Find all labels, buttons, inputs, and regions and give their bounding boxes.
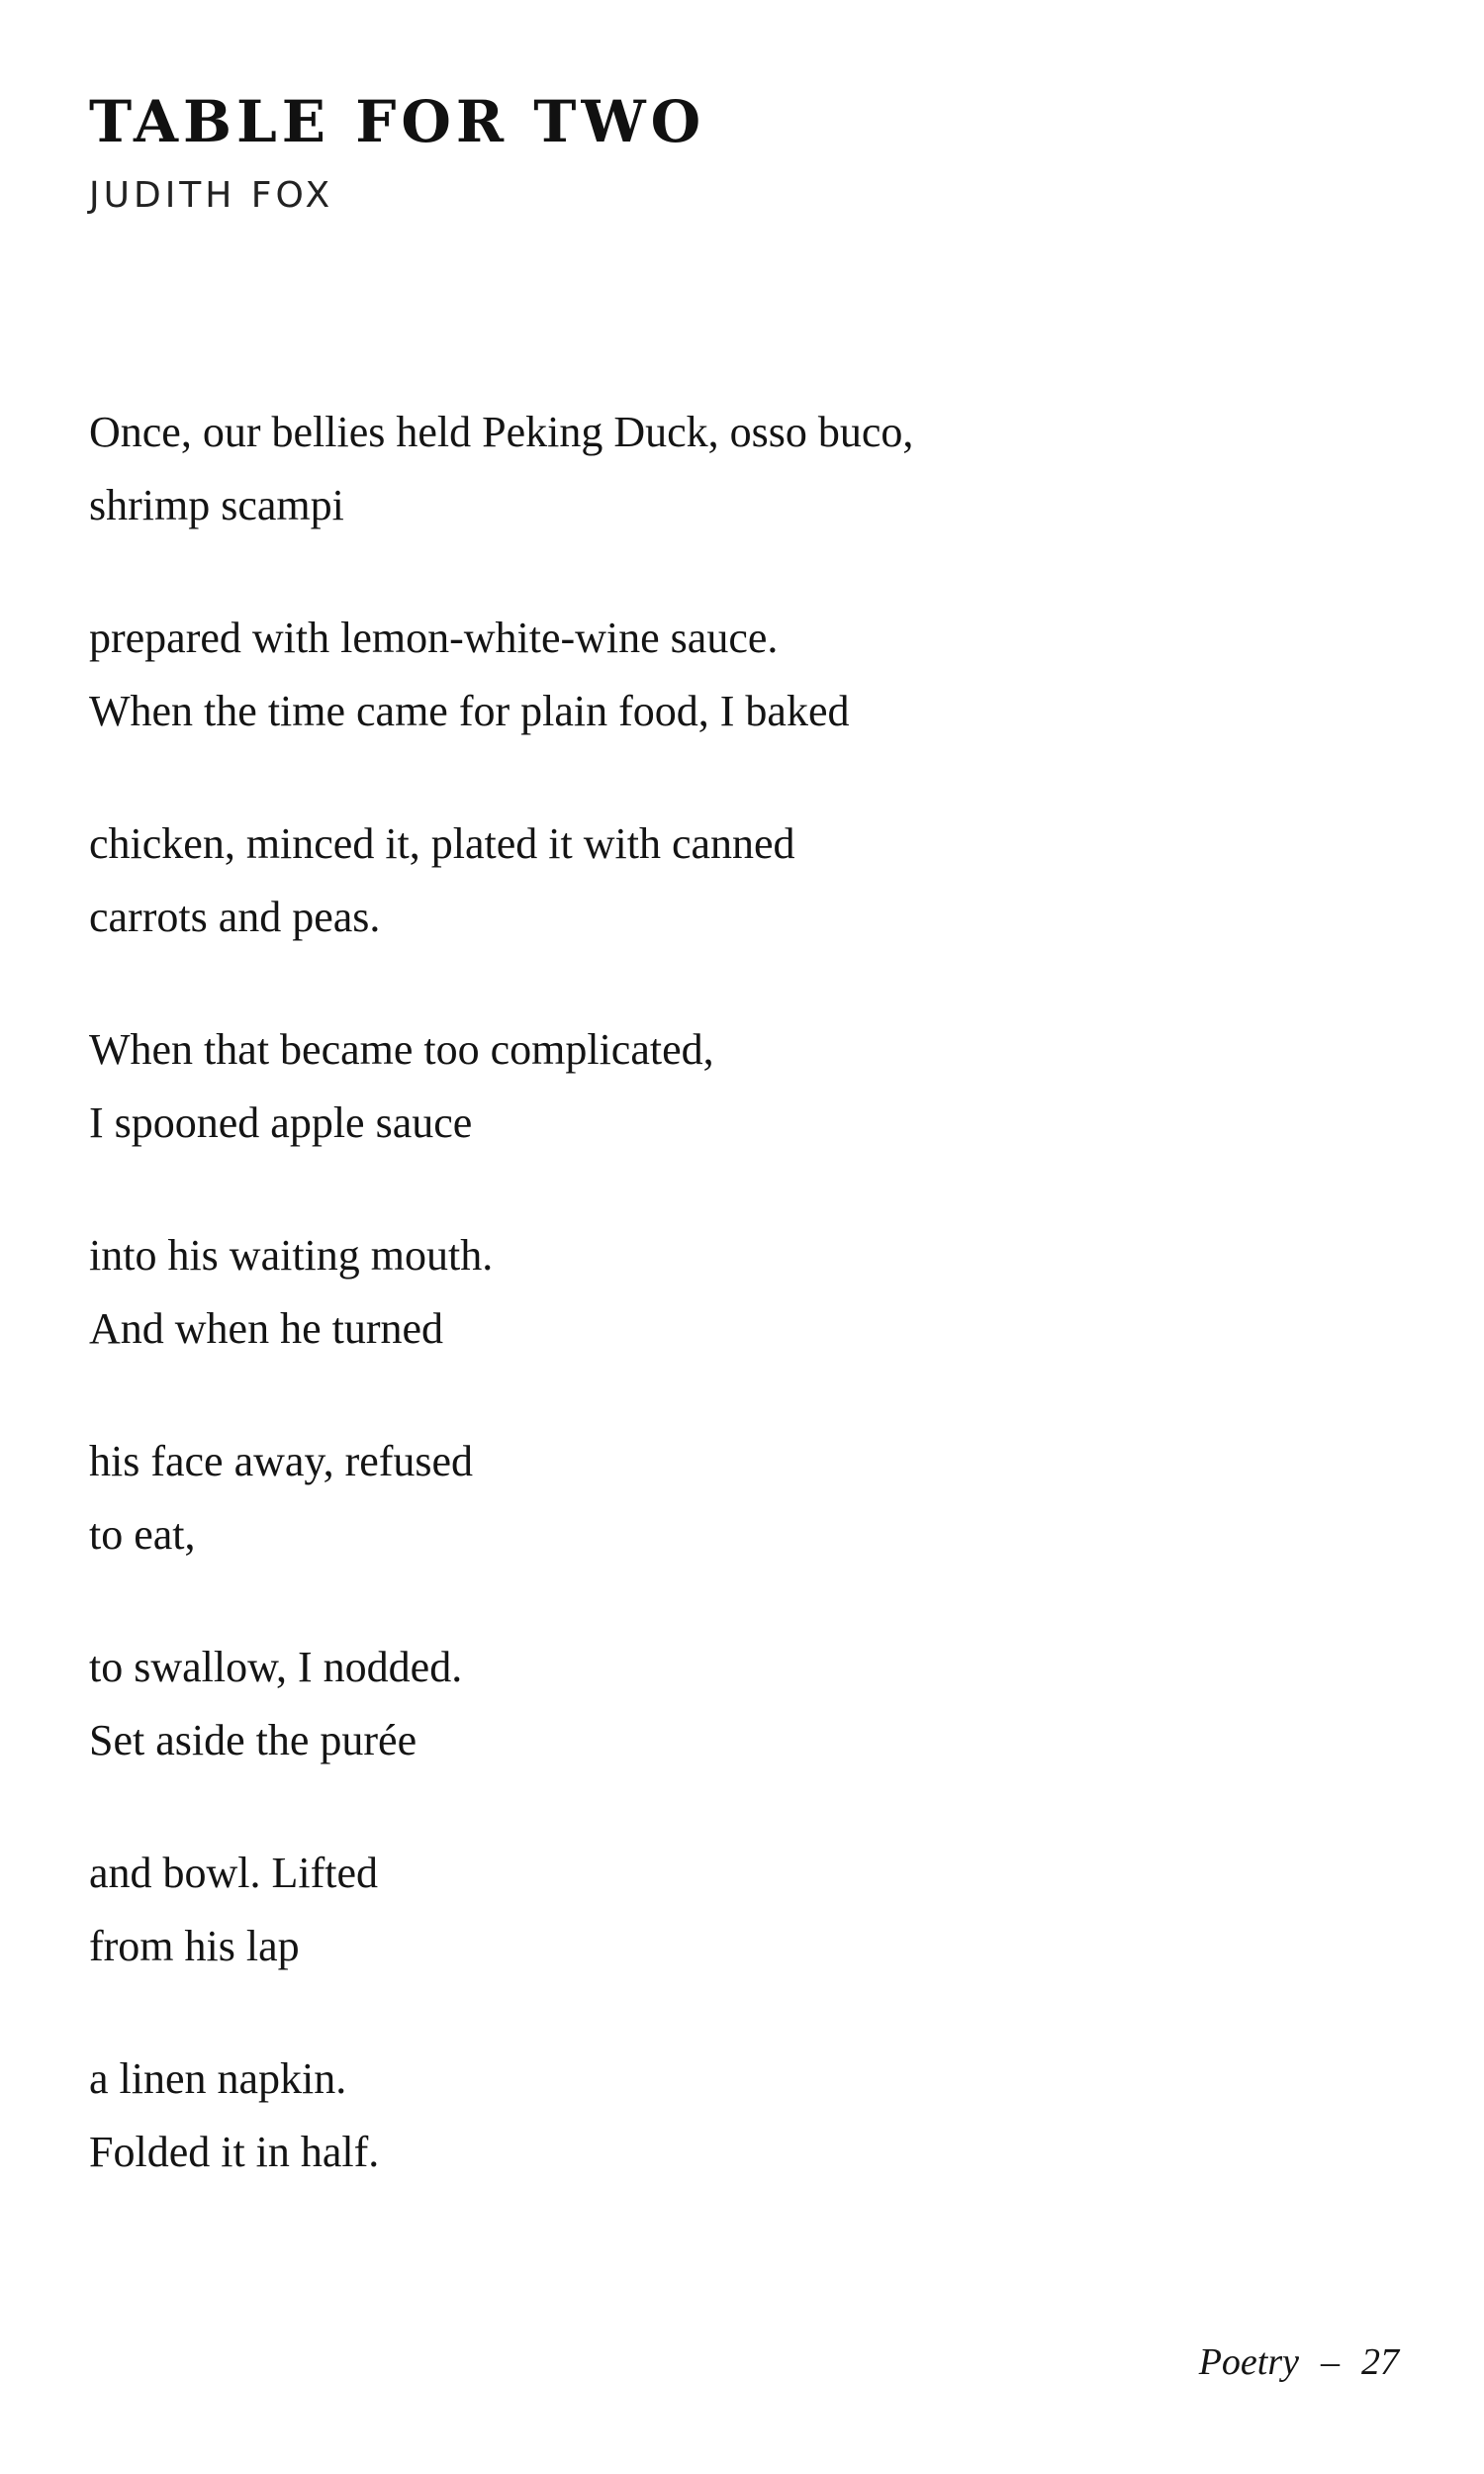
- stanza-3: [89, 808, 1375, 954]
- stanza-6: [89, 1425, 1375, 1571]
- stanza-8: [89, 1837, 1375, 1983]
- poem-line: I spooned apple sauce: [89, 1098, 473, 1147]
- poem-line: prepared with lemon-white-wine sauce.: [89, 614, 779, 662]
- poem-line: to eat,: [89, 1510, 196, 1559]
- poem-line: When that became too complicated,: [89, 1025, 714, 1074]
- poem-line: When the time came for plain food, I baked: [89, 687, 850, 735]
- poem-body: [89, 396, 1375, 2248]
- poem-line: and bowl. Lifted: [89, 1849, 379, 1897]
- stanza-5: [89, 1219, 1375, 1366]
- poem-line: Set aside the purée: [89, 1716, 417, 1764]
- poem-line: a linen napkin.: [89, 2054, 347, 2103]
- poem-title: TABLE FOR TWO: [89, 88, 706, 155]
- stanza-2: [89, 602, 1375, 748]
- poem-line: And when he turned: [89, 1304, 444, 1353]
- poem-line: Once, our bellies held Peking Duck, osso buco,: [89, 408, 914, 456]
- footer-section-label: Poetry: [1198, 2341, 1299, 2383]
- stanza-9: [89, 2043, 1375, 2189]
- poem-line: his face away, refused: [89, 1437, 474, 1485]
- page-footer: [1199, 2343, 1399, 2381]
- poem-line: chicken, minced it, plated it with canned: [89, 819, 795, 868]
- stanza-7: [89, 1631, 1375, 1777]
- poem-line: from his lap: [89, 1922, 300, 1970]
- poem-line: shrimp scampi: [89, 481, 344, 529]
- poem-line: into his waiting mouth.: [89, 1231, 494, 1280]
- footer-separator: –: [1321, 2341, 1340, 2383]
- page-number: 27: [1361, 2341, 1399, 2383]
- stanza-4: [89, 1013, 1375, 1160]
- stanza-1: [89, 396, 1375, 542]
- poem-line: Folded it in half.: [89, 2128, 380, 2176]
- poem-author: JUDITH FOX: [89, 175, 334, 216]
- poem-line: carrots and peas.: [89, 893, 381, 941]
- poem-line: to swallow, I nodded.: [89, 1643, 463, 1691]
